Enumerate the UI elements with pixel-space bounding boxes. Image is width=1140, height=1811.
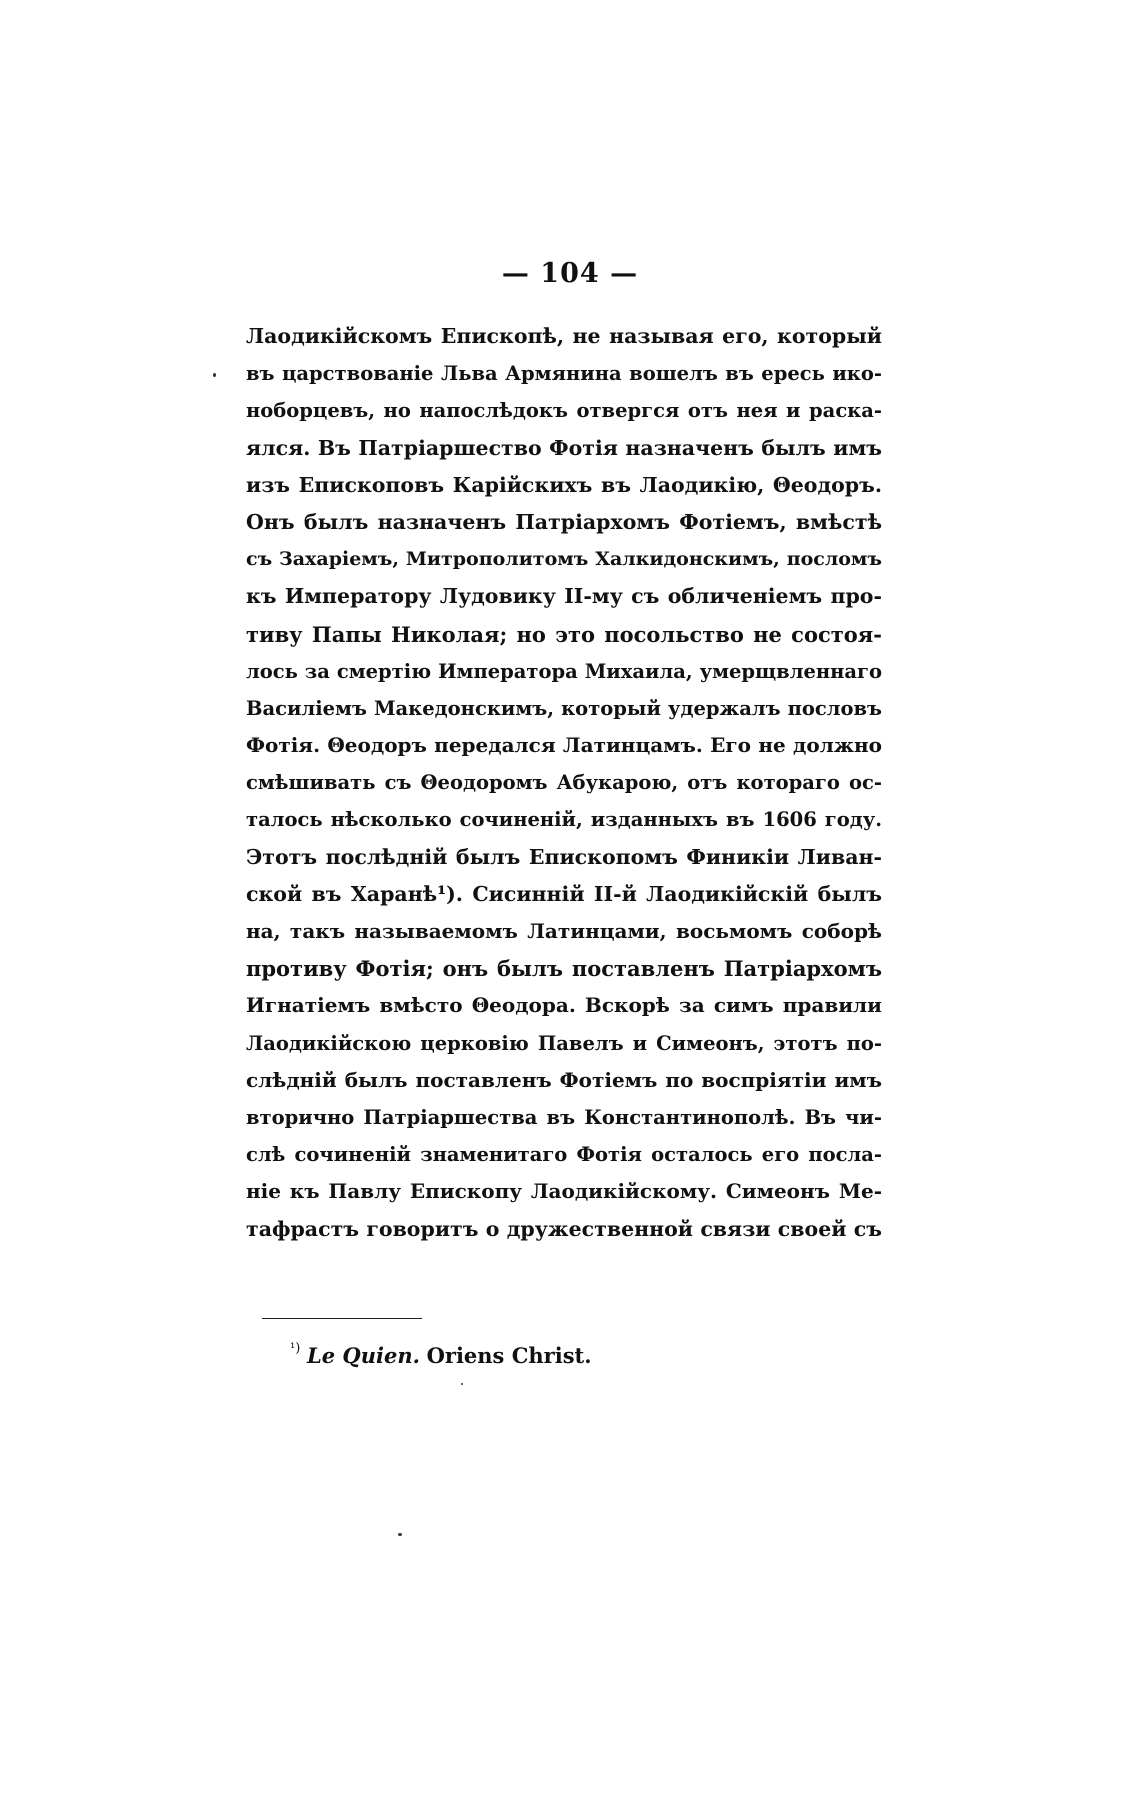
text-line: ніе къ Павлу Епископу Лаодикійскому. Симеонъ Ме-	[246, 1179, 882, 1204]
text-line: слѣдній былъ поставленъ Фотіемъ по воспріятіи имъ	[246, 1067, 882, 1092]
text-line: изъ Епископовъ Карійскихъ въ Лаодикію, Θеодоръ.	[246, 472, 882, 497]
text-line: Фотія. Θеодоръ передался Латинцамъ. Его не должно	[246, 733, 882, 758]
text-line: ской въ Харанѣ¹). Сисинній II-й Лаодикійскій былъ	[246, 881, 882, 906]
scan-speck	[398, 1533, 402, 1536]
text-line: на, такъ называемомъ Латинцами, восьмомъ соборѣ	[246, 919, 882, 943]
page-number: — 104 —	[501, 258, 639, 289]
text-line: ялся. Въ Патріаршество Фотія назначенъ былъ имъ	[246, 435, 882, 460]
text-line: Онъ былъ назначенъ Патріархомъ Фотіемъ, вмѣстѣ	[246, 509, 882, 534]
text-line: Лаодикійскою церковію Павелъ и Симеонъ, этотъ по-	[246, 1031, 882, 1055]
text-line: смѣшивать съ Θеодоромъ Абукарою, отъ котораго ос-	[246, 771, 882, 795]
footnote-work: Oriens Christ.	[426, 1343, 592, 1368]
text-line: къ Императору Лудовику II-му съ обличеніемъ про-	[246, 584, 882, 609]
text-line: Василіемъ Македонскимъ, который удержалъ пословъ	[246, 696, 882, 720]
text-line: Игнатіемъ вмѣсто Θеодора. Вскорѣ за симъ правили	[246, 993, 882, 1018]
scan-speck	[213, 373, 216, 377]
text-line: въ царствованіе Льва Армянина вошелъ въ ересь ико-	[246, 362, 882, 386]
footnote	[290, 1343, 592, 1368]
text-line: Этотъ послѣдній былъ Епископомъ Финикіи Ливан-	[246, 844, 882, 869]
text-line: тиву Папы Николая; но это посольство не состоя-	[246, 621, 882, 647]
text-line: противу Фотія; онъ былъ поставленъ Патріархомъ	[246, 956, 882, 982]
text-line: слѣ сочиненій знаменитаго Фотія осталось его посла-	[246, 1143, 882, 1167]
body-text	[246, 318, 882, 1248]
text-line: вторично Патріаршества въ Константинополѣ. Въ чи-	[246, 1105, 882, 1129]
text-line: тафрастъ говоритъ о дружественной связи своей съ	[246, 1216, 882, 1241]
footnote-divider	[262, 1318, 422, 1319]
text-line: съ Захаріемъ, Митрополитомъ Халкидонскимъ, посломъ	[246, 548, 882, 571]
text-line: талось нѣсколько сочиненій, изданныхъ въ 1606 году.	[246, 808, 882, 832]
text-line: Лаодикійскомъ Епископѣ, не называя его, который	[246, 324, 882, 348]
scan-speck	[461, 1383, 463, 1385]
footnote-author: Le Quien.	[306, 1343, 420, 1368]
footnote-marker: ¹)	[290, 1341, 301, 1356]
text-line: ноборцевъ, но напослѣдокъ отвергся отъ нея и раска-	[246, 399, 882, 423]
text-line: лось за смертію Императора Михаила, умерщвленнаго	[246, 659, 882, 683]
